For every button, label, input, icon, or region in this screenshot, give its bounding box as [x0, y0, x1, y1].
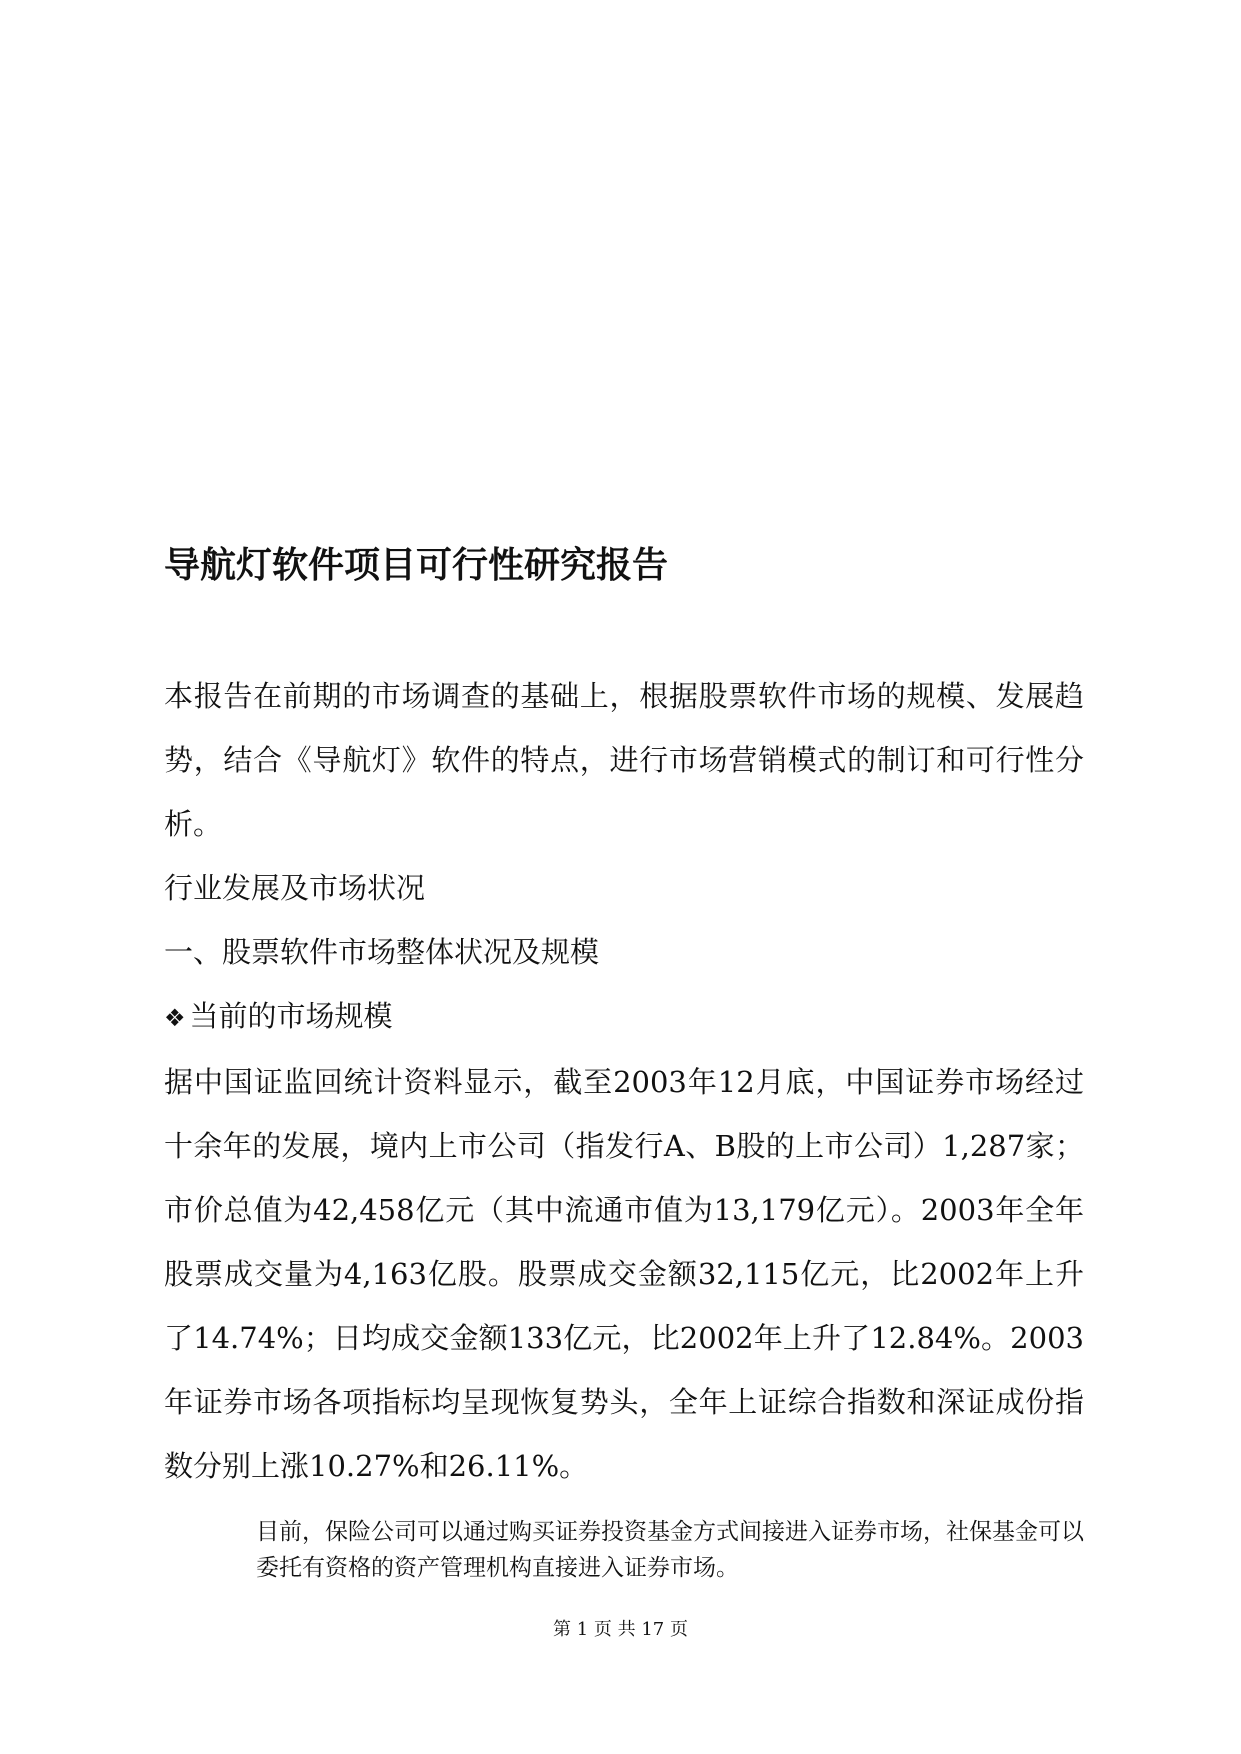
- bullet-heading-line: [164, 984, 1084, 1050]
- document-title: 导航灯软件项目可行性研究报告: [164, 545, 669, 586]
- subsection-heading: 一、股票软件市场整体状况及规模: [164, 935, 600, 969]
- indented-note: 目前，保险公司可以通过购买证券投资基金方式间接进入证券市场，社保基金可以委托有资格的资产管理机构直接进入证券市场。: [256, 1519, 1084, 1581]
- intro-paragraph: 本报告在前期的市场调查的基础上，根据股票软件市场的规模、发展趋势，结合《导航灯》软件的特点，进行市场营销模式的制订和可行性分析。: [164, 679, 1084, 841]
- market-paragraph: 据中国证监回统计资料显示，截至2003年12月底，中国证券市场经过十余年的发展，境内上市公司（指发行A、B股的上市公司）1,287家；市价总值为42,458亿元（其中流通市值为13,179亿元）。2003年全年股票成交量为4,163亿股。股票成交金额32,115亿元，比2002年上升了14.74%；日均成交金额133亿元，比2002年上升了12.84%。2003年证券市场各项指标均呈现恢复势头，全年上证综合指数和深证成份指数分别上涨10.27%和26.11%。: [164, 1065, 1084, 1483]
- section-heading: 行业发展及市场状况: [164, 871, 426, 905]
- page-number-footer: 第 1 页 共 17 页: [553, 1619, 688, 1640]
- document-body: [164, 664, 1084, 1498]
- diamond-bullet-icon: ❖: [164, 1004, 186, 1032]
- bullet-heading: 当前的市场规模: [189, 999, 393, 1033]
